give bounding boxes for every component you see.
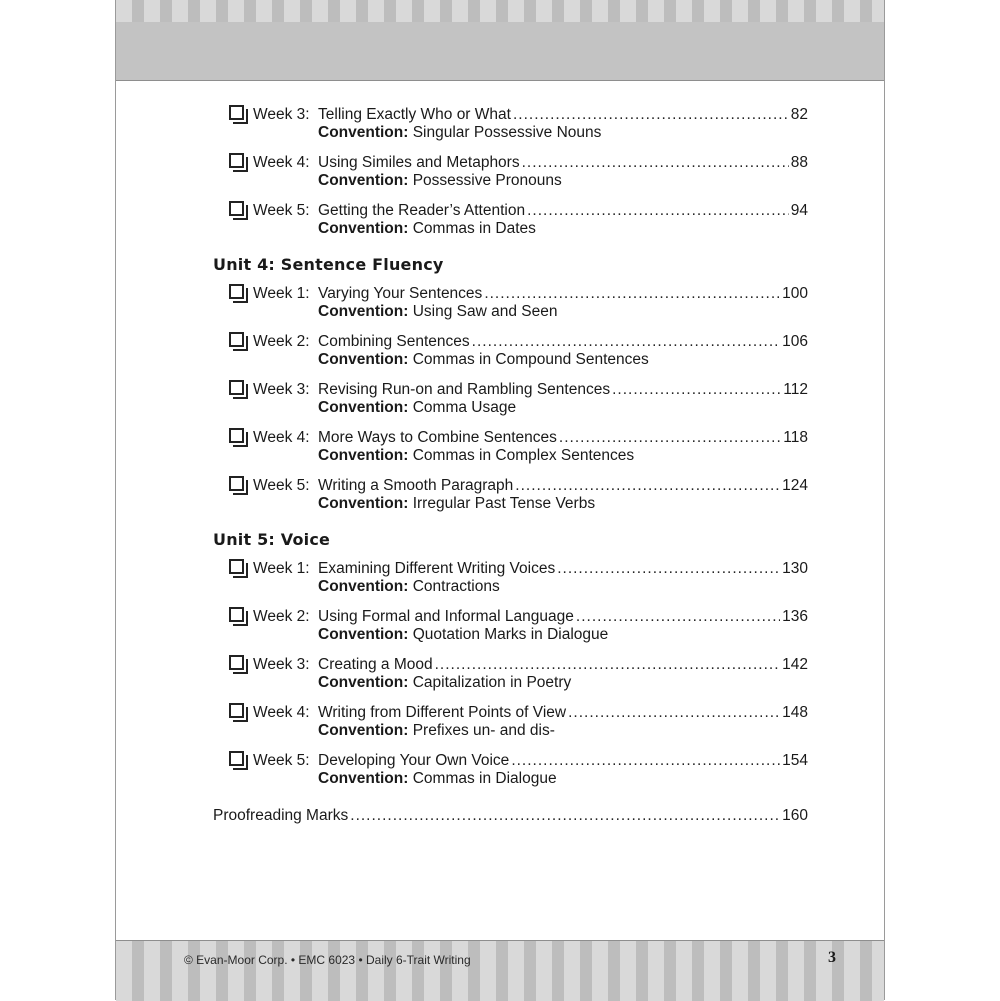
toc-entry (213, 106, 808, 141)
page-number: 142 (782, 656, 808, 673)
convention-label: Convention: (318, 674, 409, 691)
convention-label: Convention: (318, 303, 409, 320)
week-label: Week 5: (253, 752, 310, 769)
week-label: Week 3: (253, 381, 310, 398)
week-label: Week 1: (253, 560, 310, 577)
page-number: 88 (790, 154, 808, 171)
checkbox-icon[interactable] (229, 428, 244, 443)
page-number: 124 (782, 477, 808, 494)
convention-line (318, 722, 555, 740)
convention-line (318, 626, 608, 644)
convention-text: Quotation Marks in Dialogue (412, 626, 609, 643)
page-number: 136 (782, 608, 808, 625)
dot-leader (350, 807, 780, 825)
convention-line (318, 578, 500, 596)
lesson-title: Examining Different Writing Voices (318, 560, 556, 577)
lesson-title: Combining Sentences (318, 333, 470, 350)
convention-text: Contractions (412, 578, 500, 595)
lesson-title: More Ways to Combine Sentences (318, 429, 557, 446)
convention-text: Irregular Past Tense Verbs (412, 495, 596, 512)
toc-entry (213, 429, 808, 464)
toc-entry (213, 608, 808, 643)
page-number: 118 (783, 429, 808, 446)
lesson-title: Creating a Mood (318, 656, 433, 673)
footer-page-number: 3 (828, 949, 836, 966)
convention-text: Commas in Complex Sentences (412, 447, 635, 464)
toc-entry (213, 333, 808, 368)
convention-line (318, 770, 557, 788)
convention-label: Convention: (318, 124, 409, 141)
dot-leader (472, 333, 780, 351)
page-number: 82 (790, 106, 808, 123)
lesson-title: Revising Run-on and Rambling Sentences (318, 381, 611, 398)
week-label: Week 4: (253, 704, 310, 721)
dot-leader (612, 381, 781, 399)
convention-text: Singular Possessive Nouns (412, 124, 602, 141)
week-label: Week 2: (253, 608, 310, 625)
toc-entry (213, 752, 808, 787)
page-number: 106 (782, 333, 808, 350)
unit-4-heading: Unit 4: Sentence Fluency (213, 255, 444, 274)
lesson-title: Using Similes and Metaphors (318, 154, 520, 171)
convention-text: Possessive Pronouns (412, 172, 562, 189)
convention-text: Comma Usage (412, 399, 517, 416)
toc-entry (213, 285, 808, 320)
checkbox-icon[interactable] (229, 751, 244, 766)
toc-entry (213, 202, 808, 237)
convention-line (318, 674, 571, 692)
convention-label: Convention: (318, 447, 409, 464)
page-number: 154 (782, 752, 808, 769)
convention-label: Convention: (318, 351, 409, 368)
week-label: Week 3: (253, 106, 310, 123)
convention-label: Convention: (318, 399, 409, 416)
convention-line (318, 172, 562, 190)
checkbox-icon[interactable] (229, 559, 244, 574)
convention-text: Commas in Compound Sentences (412, 351, 649, 368)
dot-leader (515, 477, 780, 495)
footer-stripes (116, 941, 884, 1001)
convention-line (318, 303, 557, 321)
footer-copyright: © Evan-Moor Corp. • EMC 6023 • Daily 6-Trait Writing (184, 953, 471, 967)
dot-leader (576, 608, 780, 626)
dot-leader (559, 429, 781, 447)
checkbox-icon[interactable] (229, 476, 244, 491)
convention-text: Commas in Dialogue (412, 770, 557, 787)
convention-label: Convention: (318, 220, 409, 237)
unit-5-heading: Unit 5: Voice (213, 530, 331, 549)
checkbox-icon[interactable] (229, 655, 244, 670)
week-label: Week 3: (253, 656, 310, 673)
checkbox-icon[interactable] (229, 380, 244, 395)
convention-text: Capitalization in Poetry (412, 674, 572, 691)
checkbox-icon[interactable] (229, 105, 244, 120)
checkbox-icon[interactable] (229, 153, 244, 168)
convention-line (318, 124, 601, 142)
convention-line (318, 220, 536, 238)
dot-leader (522, 154, 789, 172)
lesson-title: Using Formal and Informal Language (318, 608, 574, 625)
convention-line (318, 399, 516, 417)
dot-leader (484, 285, 780, 303)
dot-leader (435, 656, 781, 674)
header-band (116, 0, 884, 81)
toc-entry (213, 381, 808, 416)
week-label: Week 5: (253, 202, 310, 219)
footer-band (116, 940, 884, 1001)
checkbox-icon[interactable] (229, 607, 244, 622)
dot-leader (527, 202, 789, 220)
lesson-title: Writing a Smooth Paragraph (318, 477, 514, 494)
week-label: Week 2: (253, 333, 310, 350)
week-label: Week 4: (253, 154, 310, 171)
page-number: 112 (783, 381, 808, 398)
convention-text: Commas in Dates (412, 220, 536, 237)
dot-leader (568, 704, 780, 722)
checkbox-icon[interactable] (229, 284, 244, 299)
dot-leader (513, 106, 789, 124)
lesson-title: Telling Exactly Who or What (318, 106, 511, 123)
convention-line (318, 495, 595, 513)
lesson-title: Writing from Different Points of View (318, 704, 567, 721)
page-number: 100 (782, 285, 808, 302)
week-label: Week 4: (253, 429, 310, 446)
convention-line (318, 351, 649, 369)
convention-text: Prefixes un- and dis- (412, 722, 555, 739)
checkbox-icon[interactable] (229, 332, 244, 347)
toc-entry (213, 656, 808, 691)
convention-line (318, 447, 634, 465)
week-label: Week 1: (253, 285, 310, 302)
toc-entry (213, 154, 808, 189)
page-number: 94 (790, 202, 808, 219)
lesson-title: Getting the Reader’s Attention (318, 202, 526, 219)
convention-text: Using Saw and Seen (412, 303, 558, 320)
convention-label: Convention: (318, 495, 409, 512)
toc-entry (213, 704, 808, 739)
dot-leader (511, 752, 780, 770)
page-number: 130 (782, 560, 808, 577)
convention-label: Convention: (318, 578, 409, 595)
page-number: 160 (782, 807, 808, 824)
toc-entry (213, 560, 808, 595)
convention-label: Convention: (318, 722, 409, 739)
checkbox-icon[interactable] (229, 703, 244, 718)
checkbox-icon[interactable] (229, 201, 244, 216)
week-label: Week 5: (253, 477, 310, 494)
proofreading-title: Proofreading Marks (213, 807, 349, 824)
header-stripes (116, 0, 884, 22)
lesson-title: Developing Your Own Voice (318, 752, 510, 769)
toc-entry (213, 477, 808, 512)
convention-label: Convention: (318, 770, 409, 787)
convention-label: Convention: (318, 626, 409, 643)
convention-label: Convention: (318, 172, 409, 189)
dot-leader (557, 560, 780, 578)
page-number: 148 (782, 704, 808, 721)
lesson-title: Varying Your Sentences (318, 285, 483, 302)
toc-entry-proofreading (213, 807, 808, 825)
